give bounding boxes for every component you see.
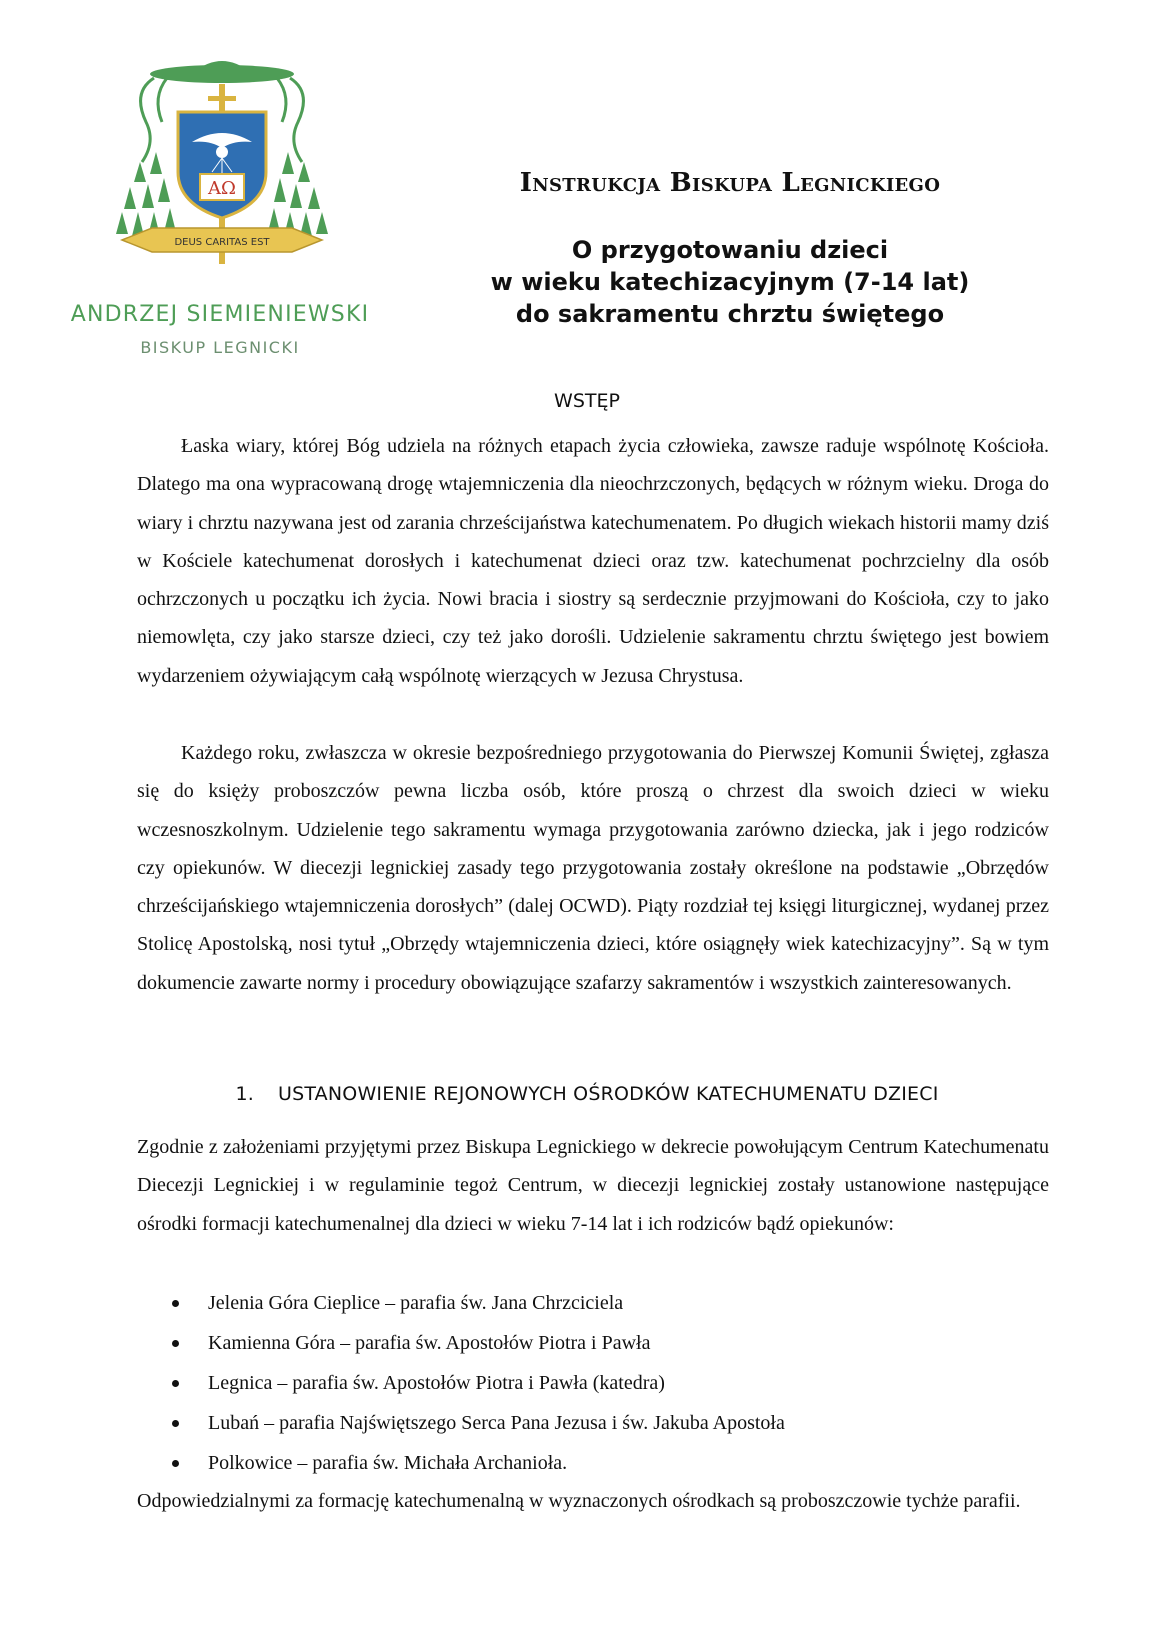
bishop-name: ANDRZEJ SIEMIENIEWSKI [70,302,370,327]
coat-motto: DEUS CARITAS EST [174,237,270,248]
coat-letters: AΩ [208,178,236,199]
center-text: Kamienna Góra – parafia św. Apostołów Piotra i Pawła [208,1332,651,1354]
bullet-icon [172,1420,179,1427]
document-title: Instrukcja Biskupa Legnickiego [519,168,941,198]
subtitle-line-2: w wieku katechizacyjnym (7-14 lat) [490,268,970,296]
list-item [172,1443,1032,1483]
section-1-body [137,1128,1049,1243]
center-text: Legnica – parafia św. Apostołów Piotra i Pawła (katedra) [208,1372,665,1394]
center-text: Lubań – parafia Najświętszego Serca Pana Jezusa i św. Jakuba Apostoła [208,1412,785,1434]
section-1-title [0,1083,1174,1105]
coat-of-arms-icon [112,52,332,282]
centers-list [172,1283,1032,1483]
intro-paragraph-2-block [137,734,1049,1002]
bullet-icon [172,1460,179,1467]
list-item [172,1363,1032,1403]
section-1-paragraph: Zgodnie z założeniami przyjętymi przez Biskupa Legnickiego w dekrecie powołującym Centrum Katechumenatu Diecezji Legnickiej i w regulaminie tegoż Centrum, w diecezji legnickiej zostały ustanowione następujące ośrodki formacji katechumenalnej dla dzieci w wieku 7-14 lat i ich rodziców bądź opiekunów: [137,1136,1049,1235]
center-text: Polkowice – parafia św. Michała Archanioła. [208,1452,568,1474]
bullet-icon [172,1340,179,1347]
bullet-icon [172,1380,179,1387]
list-item [172,1323,1032,1363]
intro-heading: WSTĘP [554,390,620,412]
closing-paragraph: Odpowiedzialnymi za formację katechumenalną w wyznaczonych ośrodkach są proboszczowie tychże parafii. [137,1490,1021,1512]
subtitle-line-3: do sakramentu chrztu świętego [515,300,945,328]
subtitle-line-1: O przygotowaniu dzieci [571,236,889,264]
list-item [172,1403,1032,1443]
section-1-heading: USTANOWIENIE REJONOWYCH OŚRODKÓW KATECHUMENATU DZIECI [277,1083,939,1105]
document-subtitle [470,234,990,330]
intro-paragraph-2: Każdego roku, zwłaszcza w okresie bezpośredniego przygotowania do Pierwszej Komunii Świętej, zgłasza się do księży proboszczów pewna liczba osób, które proszą o chrzest dla swoich dzieci w wieku wczesnoszkolnym. Udzielenie tego sakramentu wymaga przygotowania zarówno dziecka, jak i jego rodziców czy opiekunów. W diecezji legnickiej zasady tego przygotowania zostały określone na podstawie „Obrzędów chrześcijańskiego wtajemniczenia dorosłych” (dalej OCWD). Piąty rozdział tej księgi liturgicznej, wydanej przez Stolicę Apostolską, nosi tytuł „Obrzędy wtajemniczenia dzieci, które osiągnęły wiek katechizacyjny”. Są w tym dokumencie zawarte normy i procedury obowiązujące szafarzy sakramentów i wszystkich zainteresowanych. [137,742,1049,994]
center-text: Jelenia Góra Cieplice – parafia św. Jana Chrzciciela [208,1292,624,1314]
list-item [172,1283,1032,1323]
bishop-title: BISKUP LEGNICKI [140,338,300,357]
intro-paragraph-1-block [137,427,1049,695]
bullet-icon [172,1300,179,1307]
closing-block [137,1482,1049,1520]
section-1-number: 1. [235,1083,254,1105]
intro-paragraph-1: Łaska wiary, której Bóg udziela na różnych etapach życia człowieka, zawsze raduje wspólnotę Kościoła. Dlatego ma ona wypracowaną drogę wtajemniczenia dla nieochrzczonych, będących w różnym wieku. Droga do wiary i chrztu nazywana jest od zarania chrześcijaństwa katechumenatem. Po długich wiekach historii mamy dziś w Kościele katechumenat dorosłych i katechumenat dzieci oraz tzw. katechumenat pochrzcielny dla osób ochrzczonych u początku ich życia. Nowi bracia i siostry są serdecznie przyjmowani do Kościoła, czy to jako niemowlęta, czy jako starsze dzieci, czy też jako dorośli. Udzielenie sakramentu chrztu świętego jest bowiem wydarzeniem ożywiającym całą wspólnotę wierzących w Jezusa Chrystusa. [137,435,1049,687]
